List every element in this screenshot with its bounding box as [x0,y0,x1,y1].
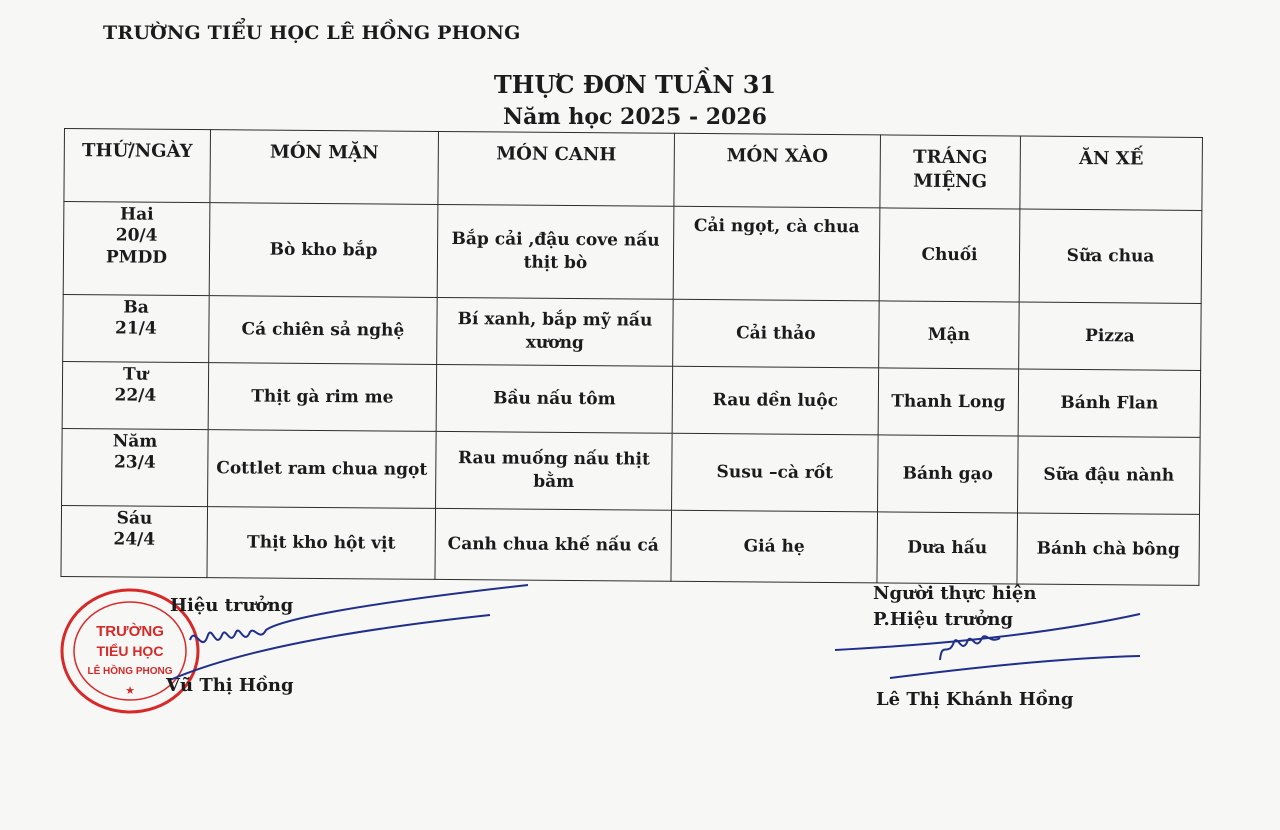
table-row [61,505,1200,585]
column-header-stir-fry: MÓN XÀO [674,133,881,208]
day-note: PMDD [105,246,168,268]
svg-text:TRƯỜNG: TRƯỜNG [96,623,164,640]
soup-cell: Bầu nấu tôm [436,364,673,433]
dessert-cell: Bánh gạo [878,435,1019,513]
table-row [62,361,1200,437]
school-year: Năm học 2025 - 2026 [503,104,767,130]
snack-cell: Pizza [1019,302,1202,370]
svg-text:TIỂU HỌC: TIỂU HỌC [96,643,164,659]
column-header-soup: MÓN CANH [438,131,675,206]
column-header-snack: ĂN XẾ [1020,136,1203,210]
dessert-cell: Mận [879,301,1020,369]
stir-fry-cell: Cải thảo [673,299,880,368]
dessert-cell: Thanh Long [878,368,1019,436]
snack-cell: Sữa chua [1019,209,1202,303]
svg-text:LÊ HỒNG PHONG: LÊ HỒNG PHONG [87,666,173,677]
menu-title: THỰC ĐƠN TUẦN 31 [493,70,777,99]
day-date: 22/4 [114,385,157,406]
day-name: Hai [119,204,154,225]
snack-cell: Sữa đậu nành [1018,436,1201,514]
preparer-label: Người thực hiện [873,583,1037,604]
snack-cell: Bánh chà bông [1017,513,1200,585]
day-cell [62,428,209,506]
day-cell [63,202,210,296]
stir-fry-cell: Giá hẹ [671,510,878,583]
school-name: TRƯỜNG TIỂU HỌC LÊ HỒNG PHONG [103,22,521,44]
main-dish-cell: Cá chiên sả nghệ [209,296,438,365]
main-dish-cell: Bò kho bắp [209,203,438,298]
column-header-day: THỨ/NGÀY [64,129,211,203]
day-date: 24/4 [113,529,156,550]
table-row [62,428,1201,514]
day-date: 23/4 [113,452,156,473]
svg-text:★: ★ [125,685,135,697]
day-cell [61,505,208,577]
table-row [63,294,1201,370]
column-header-main-dish: MÓN MẶN [210,130,439,205]
soup-cell: Bắp cải ,đậu cove nấu thịt bò [437,204,674,299]
stir-fry-cell: Rau dền luộc [672,366,879,435]
vice-principal-name: Lê Thị Khánh Hồng [876,689,1074,710]
principal-name: Vũ Thị Hồng [166,675,294,696]
snack-cell: Bánh Flan [1018,369,1201,437]
table-row [63,202,1202,304]
soup-cell: Rau muống nấu thịt bằm [436,431,673,510]
day-cell [62,361,209,429]
day-name: Ba [123,297,149,318]
vice-principal-title: P.Hiệu trưởng [873,609,1014,630]
column-header-dessert: TRÁNG MIỆNG [880,135,1021,209]
weekly-menu-table [60,128,1202,586]
stir-fry-cell: Susu –cà rốt [672,433,879,512]
main-dish-cell: Cottlet ram chua ngọt [208,430,437,509]
day-cell [63,294,210,362]
dessert-cell: Chuối [879,208,1020,302]
day-date: 21/4 [114,318,157,339]
day-name: Sáu [116,508,153,529]
main-dish-cell: Thịt kho hột vịt [207,507,436,580]
soup-cell: Canh chua khế nấu cá [435,508,672,581]
soup-cell: Bí xanh, bắp mỹ nấu xương [437,297,674,366]
main-dish-cell: Thịt gà rim me [208,363,437,432]
day-name: Tư [122,364,149,385]
dessert-cell: Dưa hấu [877,512,1018,584]
table-header-row [64,129,1203,211]
stir-fry-cell: Cải ngọt, cà chua [673,206,880,301]
day-name: Năm [112,431,158,452]
day-date: 20/4 [115,225,158,246]
principal-title: Hiệu trưởng [170,595,294,616]
